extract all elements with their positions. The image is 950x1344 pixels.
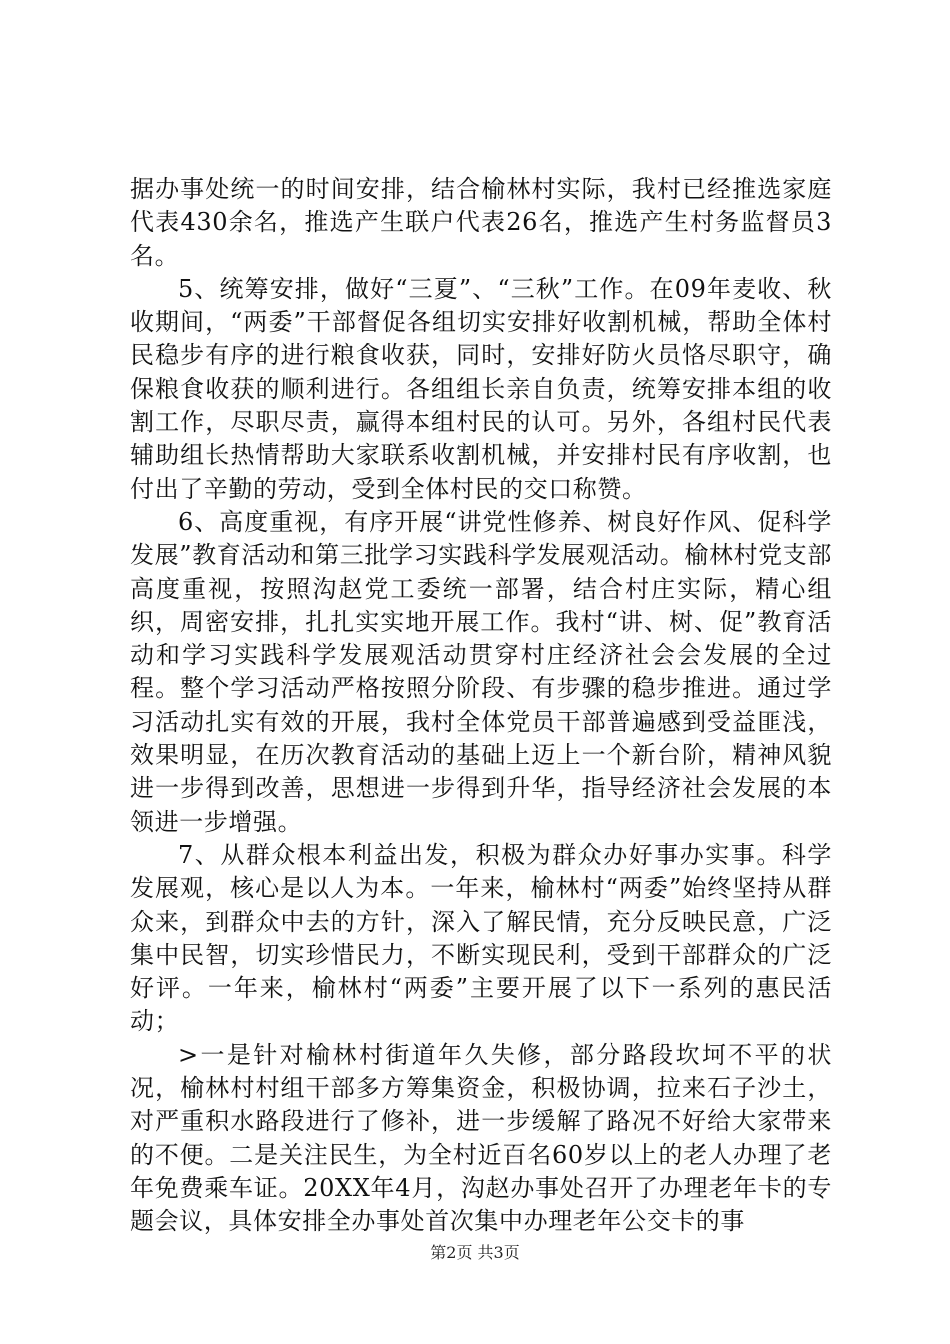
page-footer: 第2页 共3页 <box>430 1243 520 1262</box>
paragraph-item-6: 6、高度重视，有序开展“讲党性修养、树良好作风、促科学发展”教育活动和第三批学习实践科学发展观活动。榆林村党支部高度重视，按照沟赵党工委统一部署，结合村庄实际，精心组织，周密安排，扎扎实实地开展工作。我村“讲、树、促”教育活动和学习实践科学发展观活动贯穿村庄经济社会会发展的全过程。整个学习活动严格按照分阶段、有步骤的稳步推进。通过学习活动扎实有效的开展，我村全体党员干部普遍感到受益匪浅，效果明显，在历次教育活动的基础上迈上一个新台阶，精神风貌进一步得到改善，思想进一步得到升华，指导经济社会发展的本领进一步增强。 <box>130 507 832 836</box>
paragraph-continuation: 据办事处统一的时间安排，结合榆林村实际，我村已经推选家庭代表430余名，推选产生联户代表26名，推选产生村务监督员3名。 <box>130 175 832 270</box>
paragraph-sub-items: >一是针对榆林村街道年久失修，部分路段坎坷不平的状况，榆林村村组干部多方筹集资金，积极协调，拉来石子沙土，对严重积水路段进行了修补，进一步缓解了路况不好给大家带来的不便。二是关注民生，为全村近百名60岁以上的老人办理了老年免费乘车证。20XX年4月，沟赵办事处召开了办理老年卡的专题会议，具体安排全办事处首次集中办理老年公交卡的事 <box>130 1040 832 1236</box>
paragraph-item-7: 7、从群众根本利益出发，积极为群众办好事办实事。科学发展观，核心是以人为本。一年来，榆林村“两委”始终坚持从群众来，到群众中去的方针，深入了解民情，充分反映民意，广泛集中民智，切实珍惜民力，不断实现民利，受到干部群众的广泛好评。一年来，榆林村“两委”主要开展了以下一系列的惠民活动； <box>130 840 832 1036</box>
document-body <box>130 173 832 1239</box>
paragraph-item-5: 5、统筹安排，做好“三夏”、“三秋”工作。在09年麦收、秋收期间，“两委”干部督促各组切实安排好收割机械，帮助全体村民稳步有序的进行粮食收获，同时，安排好防火员恪尽职守，确保粮食收获的顺利进行。各组组长亲自负责，统筹安排本组的收割工作，尽职尽责，赢得本组村民的认可。另外，各组村民代表辅助组长热情帮助大家联系收割机械，并安排村民有序收割，也付出了辛勤的劳动，受到全体村民的交口称赞。 <box>130 274 832 503</box>
